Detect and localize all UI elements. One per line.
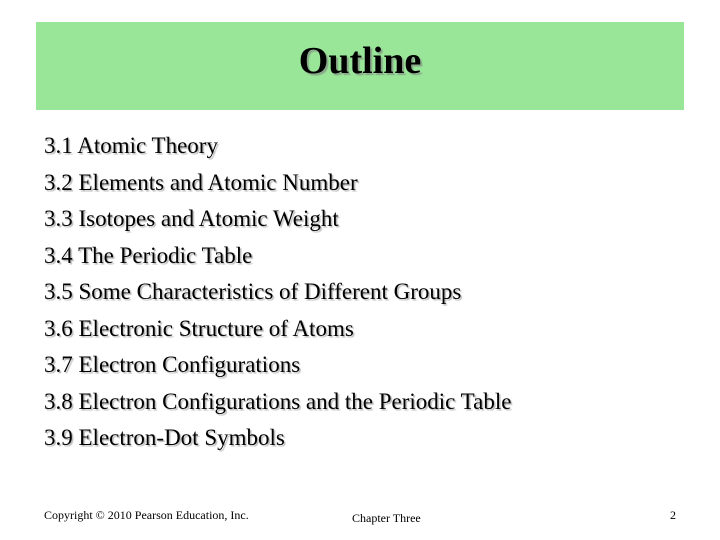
title-bar (36, 22, 684, 110)
footer-page-number: 2 (670, 508, 676, 522)
outline-item-3-4: 3.4 The Periodic Table (44, 242, 253, 268)
outline-item-3-9: 3.9 Electron-Dot Symbols (44, 425, 285, 450)
outline-item-3-5: 3.5 Some Characteristics of Different Groups (44, 279, 462, 304)
outline-item-3-8: 3.8 Electron Configurations and the Periodic Table (44, 388, 512, 414)
outline-item-3-7: 3.7 Electron Configurations (44, 352, 301, 377)
outline-list (44, 128, 511, 457)
footer-copyright: Copyright © 2010 Pearson Education, Inc. (44, 508, 249, 522)
slide-title: Outline (298, 40, 422, 82)
outline-item-3-1: 3.1 Atomic Theory (44, 133, 218, 158)
footer-chapter: Chapter Three (352, 511, 421, 525)
outline-item-3-3: 3.3 Isotopes and Atomic Weight (44, 206, 339, 231)
outline-item-3-6: 3.6 Electronic Structure of Atoms (44, 315, 354, 341)
outline-item-3-2: 3.2 Elements and Atomic Number (44, 169, 358, 195)
